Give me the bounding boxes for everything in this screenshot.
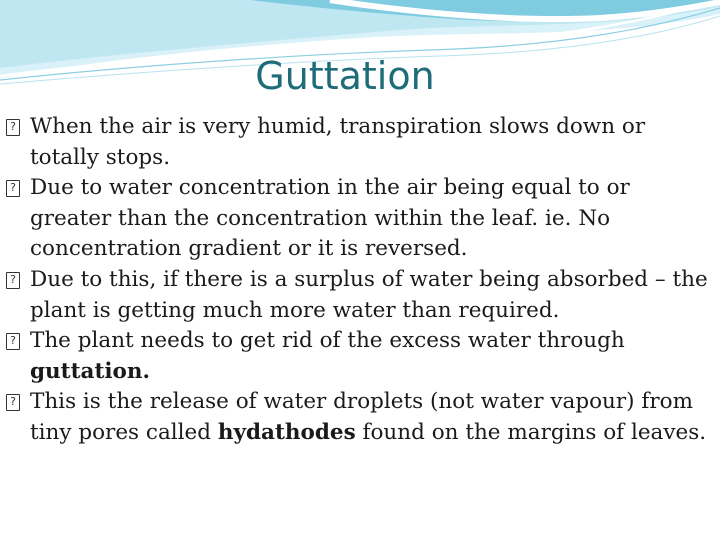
missing-glyph-box-icon (6, 119, 20, 136)
bold-term-guttation: guttation. (30, 358, 151, 384)
missing-glyph-box-icon (6, 180, 20, 197)
missing-glyph-box-icon (6, 394, 20, 411)
missing-glyph-box-icon (6, 272, 20, 289)
slide-title: Guttation (255, 54, 435, 98)
bullet-item (6, 387, 716, 448)
bullet-text: Due to this, if there is a surplus of water being absorbed – the plant is getting much more water than required. (30, 266, 708, 323)
bullet-text: The plant needs to get rid of the excess water through (30, 328, 625, 354)
bullet-item (6, 173, 716, 265)
bullet-item (6, 265, 716, 326)
bullet-text-tail: found on the margins of leaves. (355, 419, 707, 445)
bullet-list (6, 112, 716, 449)
missing-glyph-box-icon (6, 333, 20, 350)
bullet-item (6, 112, 716, 173)
bullet-text: When the air is very humid, transpiration slows down or totally stops. (30, 114, 646, 170)
bold-term-hydathodes: hydathodes (217, 419, 356, 445)
bullet-text: Due to water concentration in the air being equal to or greater than the concentration within the leaf. ie. No concentration gradient or it is reversed. (30, 175, 630, 262)
bullet-item (6, 326, 716, 387)
bullet-text: This is the release of water droplets (not water vapour) from tiny pores called (30, 389, 693, 445)
